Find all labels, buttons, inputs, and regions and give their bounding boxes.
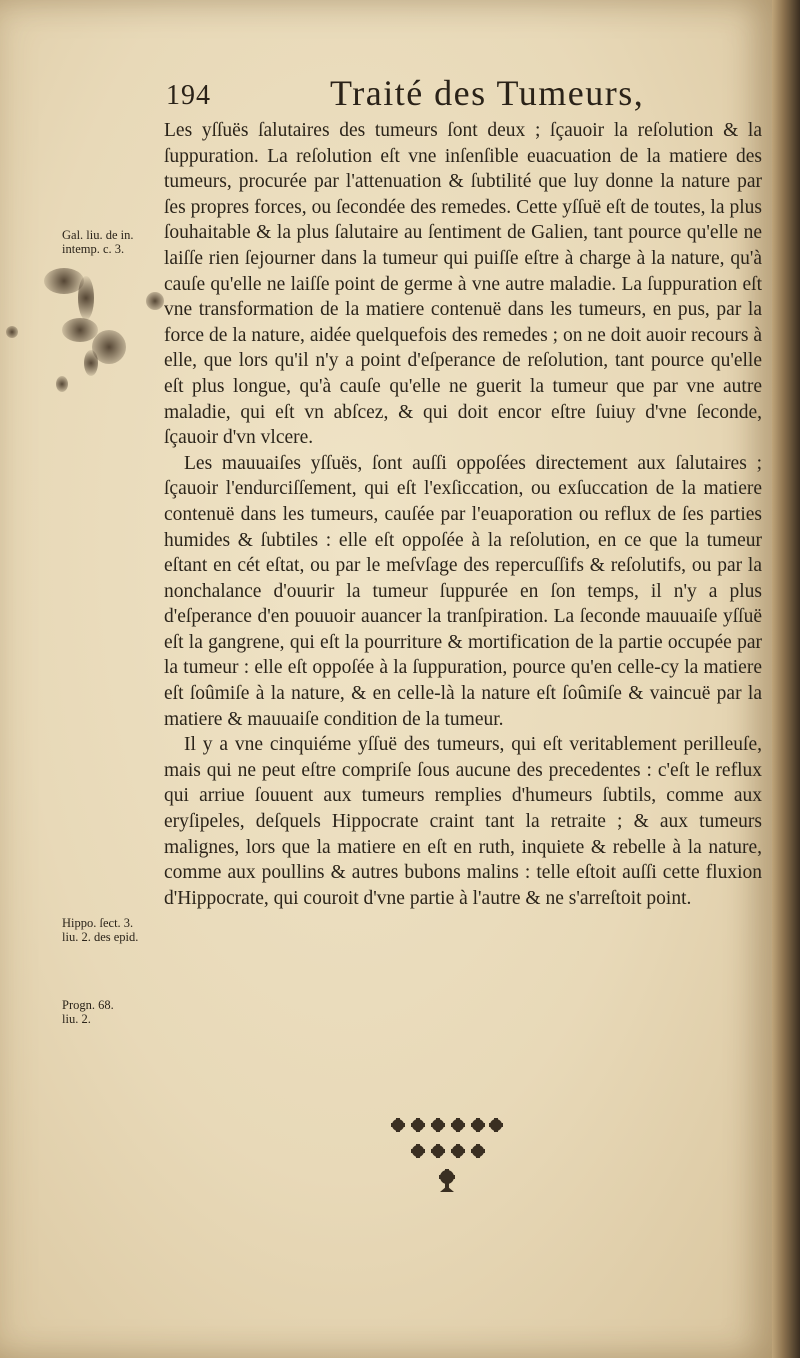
body-text bbox=[164, 118, 762, 911]
margin-note-hippocrate bbox=[62, 916, 138, 944]
paragraph-1: Les yſſuës ſalutaires des tumeurs ſont deux ; ſçauoir la reſolution & la ſuppuration. La reſolution eſt vne inſenſible euacuation de la matiere des tumeurs, procurée par l'attenuation & ſubtilité que luy donne la nature par ſes propres forces, ou ſecondée des remedes. Cette yſſuë eſt de toutes, la plus ſouhaitable & la plus ſalutaire au ſentiment de Galien, tant pource qu'elle ne laiſſe rien ſejourner dans la tumeur qui puiſſe eſtre à charge à la nature, qu'à cauſe qu'elle ne laiſſe point de germe à vne autre maladie. La ſuppuration eſt vne transformation de la matiere contenuë dans les tumeurs, en pus, par la force de la nature, aidée quelquefois des remedes ; on ne doit auoir recours à elle, que lors qu'il n'y a point d'eſperance de reſolution, tant pource qu'elle eſt plus longue, qu'à cauſe qu'elle ne guerit la tumeur que par vne autre maladie, qui eſt vn abſcez, & qui doit encor eſtre ſuiuy d'vne ſeconde, ſçauoir d'vn vlcere. bbox=[164, 120, 762, 449]
ink-stain bbox=[6, 326, 18, 338]
ink-stain bbox=[56, 376, 68, 392]
margin-note-prognostic bbox=[62, 998, 114, 1026]
margin-note-line: Gal. liu. de in. bbox=[62, 228, 134, 242]
page-number: 194 bbox=[166, 80, 211, 111]
ink-stain bbox=[78, 276, 94, 320]
ink-stain bbox=[62, 318, 98, 342]
paragraph-2: Les mauuaiſes yſſuës, ſont auſſi oppoſées directement aux ſalutaires ; ſçauoir l'endurciſſement, qui eſt l'exſiccation, ou exſuccation de la matiere contenuë dans les tumeurs, cauſée par l'euaporation ou reflux de ſes parties humides & ſubtiles : elle eſt oppoſée à la reſolution, en ce que la tumeur eſtant en cét eſtat, ou par le meſvſage des repercuſſifs & reſolutifs, ou par la nonchalance d'ouurir la tumeur ſuppurée en ſon temps, il n'y a plus d'eſperance d'en pouuoir auancer la tranſpiration. La ſeconde mauuaiſe yſſuë eſt la gangrene, qui eſt la pourriture & mortification de la partie occupée par la tumeur : elle eſt oppoſée à la ſuppuration, pource qu'en celle-cy la matiere eſt ſoûmiſe à la nature, & en celle-là la nature eſt ſoûmiſe & vaincuë par la matiere & mauuaiſe condition de la tumeur. bbox=[164, 452, 762, 730]
ink-stain bbox=[146, 292, 164, 310]
margin-note-line: Hippo. ſect. 3. bbox=[62, 916, 134, 930]
ink-stain bbox=[84, 350, 98, 376]
margin-note-line: intemp. c. 3. bbox=[62, 242, 125, 256]
margin-note-line: liu. 2. des epid. bbox=[62, 930, 139, 944]
page-edge bbox=[772, 0, 800, 1358]
margin-note-line: Progn. 68. bbox=[62, 998, 114, 1012]
paragraph-3: Il y a vne cinquiéme yſſuë des tumeurs, qui eſt veritablement perilleuſe, mais qui ne peut eſtre compriſe ſous aucune des precedentes : c'eſt le reflux qui arriue ſouuent aux tumeurs remplies d'humeurs ſubtils, comme aux eryſipeles, deſquels Hippocrate craint tant la retraite ; & aux tumeurs malignes, lors que la matiere en eſt en ruth, inquiete & rebelle à la nature, comme aux poullins & autres bubons malins : telle eſtoit auſſi cette fluxion d'Hippocrate, qui couroit d'vne partie à l'autre & ne s'arreſtoit point. bbox=[164, 734, 762, 909]
running-title: Traité des Tumeurs, bbox=[330, 73, 645, 113]
margin-note-galien bbox=[62, 228, 134, 256]
margin-note-line: liu. 2. bbox=[62, 1012, 91, 1026]
fleuron-ornament-icon bbox=[385, 1112, 509, 1198]
